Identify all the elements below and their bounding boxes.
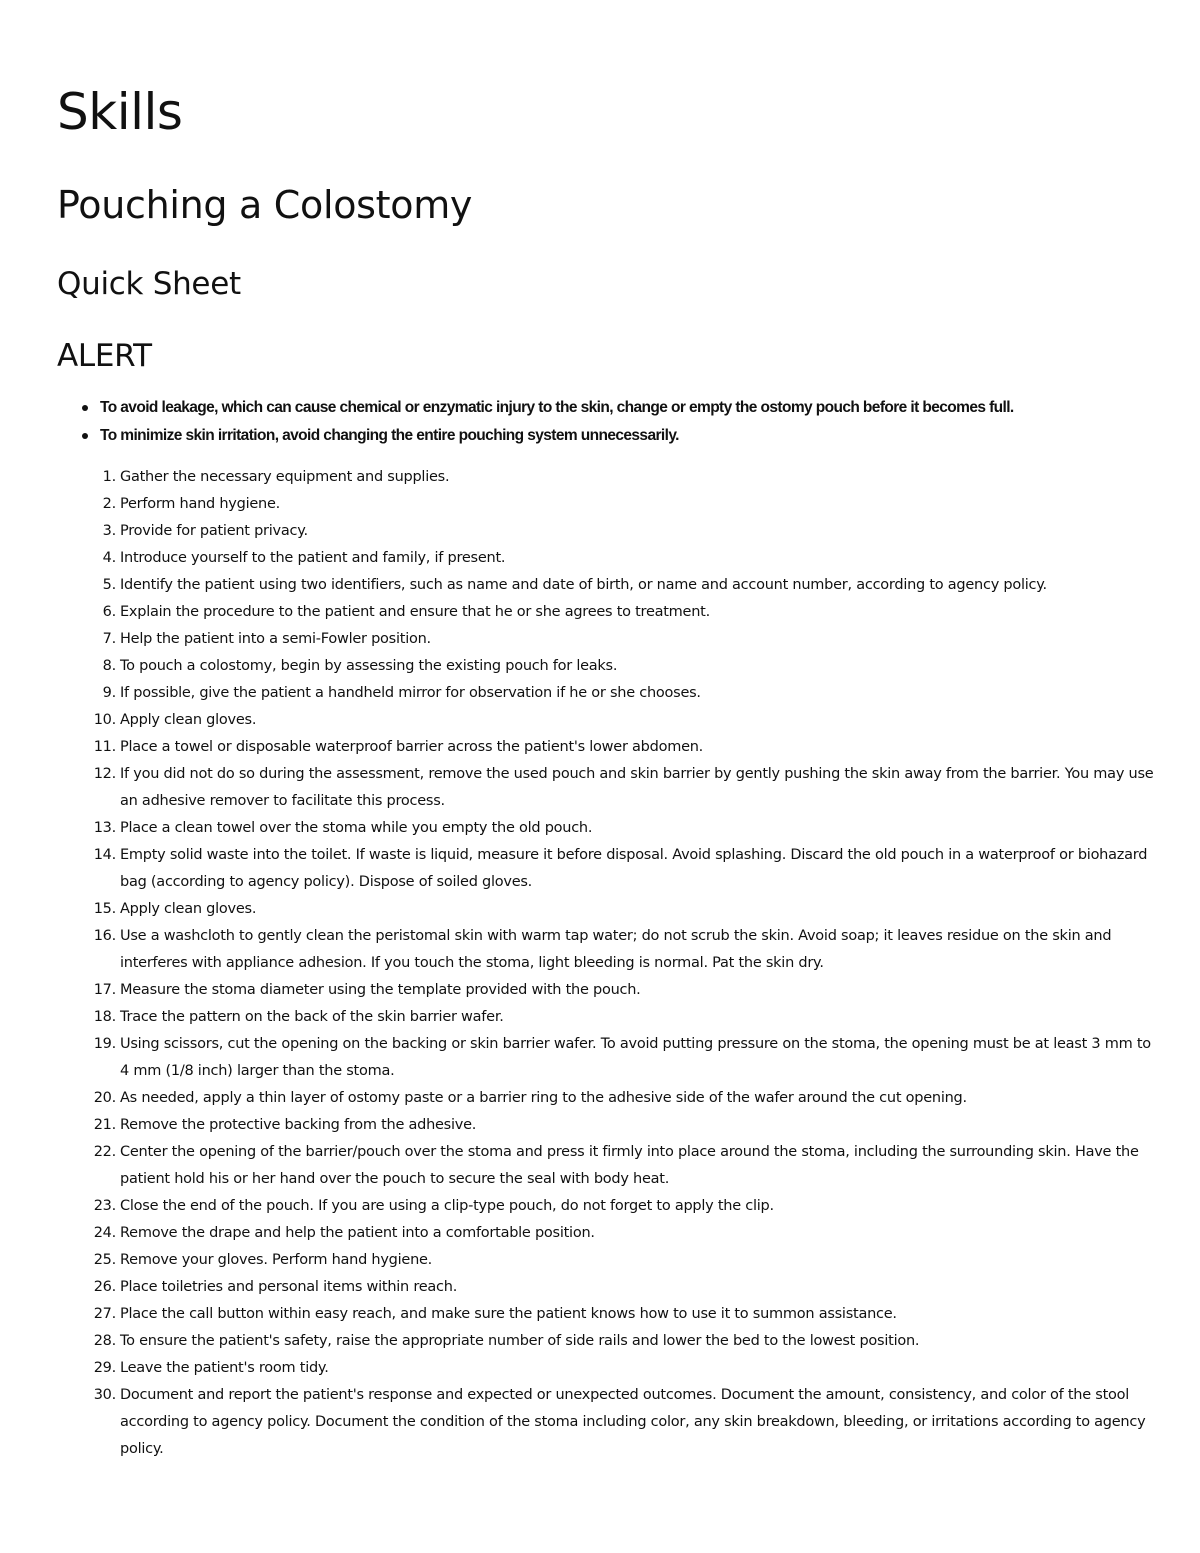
step-item [57, 842, 1157, 896]
step-text: Perform hand hygiene. [120, 496, 280, 512]
step-number: 11. [93, 739, 116, 755]
step-number: 26. [93, 1279, 116, 1295]
step-number: 24. [93, 1225, 116, 1241]
step-item [57, 653, 1157, 680]
step-number: 16. [93, 928, 116, 944]
alert-item: To avoid leakage, which can cause chemical or enzymatic injury to the skin, change or empty the ostomy pouch before it becomes full. [57, 394, 1167, 422]
step-item [57, 1301, 1157, 1328]
step-item [57, 1328, 1157, 1355]
step-text: Remove your gloves. Perform hand hygiene. [120, 1252, 433, 1268]
step-item [57, 1139, 1157, 1193]
step-number: 19. [93, 1036, 116, 1052]
step-item [57, 572, 1157, 599]
step-number: 15. [93, 901, 116, 917]
step-item [57, 734, 1157, 761]
step-number: 29. [93, 1360, 116, 1376]
step-item [57, 1355, 1157, 1382]
step-number: 20. [93, 1090, 116, 1106]
step-number: 13. [93, 820, 116, 836]
alert-item: To minimize skin irritation, avoid changing the entire pouching system unnecessarily. [57, 422, 1167, 450]
step-item [57, 707, 1157, 734]
procedure-steps [57, 464, 1157, 1463]
step-number: 18. [93, 1009, 116, 1025]
step-number: 12. [93, 766, 116, 782]
step-item [57, 1031, 1157, 1085]
step-text: Empty solid waste into the toilet. If waste is liquid, measure it before disposal. Avoid splashing. Discard the old pouch in a waterproof or biohazard bag (according to agency policy). Dispose of soiled gloves. [120, 847, 1148, 890]
step-number: 10. [93, 712, 116, 728]
step-text: Explain the procedure to the patient and ensure that he or she agrees to treatment. [120, 604, 710, 620]
step-text: Apply clean gloves. [120, 712, 257, 728]
step-item [57, 977, 1157, 1004]
subheading-quick-sheet: Quick Sheet [57, 266, 241, 302]
alert-heading: ALERT [57, 338, 152, 374]
step-item [57, 1112, 1157, 1139]
step-number: 5. [102, 577, 116, 593]
step-item [57, 518, 1157, 545]
step-number: 4. [102, 550, 116, 566]
step-item [57, 815, 1157, 842]
step-item [57, 545, 1157, 572]
step-text: To pouch a colostomy, begin by assessing the existing pouch for leaks. [120, 658, 618, 674]
section-heading-skills: Skills [57, 83, 183, 141]
step-text: Help the patient into a semi-Fowler position. [120, 631, 431, 647]
step-item [57, 491, 1157, 518]
step-text: If you did not do so during the assessment, remove the used pouch and skin barrier by gently pushing the skin away from the barrier. You may use an adhesive remover to facilitate this process. [120, 766, 1154, 809]
step-text: To ensure the patient's safety, raise the appropriate number of side rails and lower the bed to the lowest position. [120, 1333, 920, 1349]
step-text: Remove the drape and help the patient into a comfortable position. [120, 1225, 595, 1241]
alert-list [57, 394, 1167, 450]
step-item [57, 1274, 1157, 1301]
step-text: Provide for patient privacy. [120, 523, 308, 539]
step-text: Place a towel or disposable waterproof barrier across the patient's lower abdomen. [120, 739, 704, 755]
step-text: Apply clean gloves. [120, 901, 257, 917]
step-item [57, 680, 1157, 707]
step-number: 7. [102, 631, 116, 647]
step-text: Center the opening of the barrier/pouch over the stoma and press it firmly into place around the stoma, including the surrounding skin. Have the patient hold his or her hand over the pouch to secure the seal with body heat. [120, 1144, 1139, 1187]
step-item [57, 896, 1157, 923]
step-text: Identify the patient using two identifiers, such as name and date of birth, or name and account number, according to agency policy. [120, 577, 1047, 593]
step-number: 30. [93, 1387, 116, 1403]
step-item [57, 1220, 1157, 1247]
step-number: 6. [102, 604, 116, 620]
step-text: If possible, give the patient a handheld mirror for observation if he or she chooses. [120, 685, 701, 701]
step-number: 2. [102, 496, 116, 512]
step-text: Place the call button within easy reach, and make sure the patient knows how to use it to summon assistance. [120, 1306, 897, 1322]
step-item [57, 626, 1157, 653]
step-number: 9. [102, 685, 116, 701]
step-text: Measure the stoma diameter using the template provided with the pouch. [120, 982, 641, 998]
step-item [57, 1247, 1157, 1274]
step-number: 8. [102, 658, 116, 674]
step-item [57, 761, 1157, 815]
step-text: Place toiletries and personal items within reach. [120, 1279, 458, 1295]
step-text: Leave the patient's room tidy. [120, 1360, 329, 1376]
step-item [57, 923, 1157, 977]
step-text: Introduce yourself to the patient and family, if present. [120, 550, 506, 566]
step-text: Gather the necessary equipment and supplies. [120, 469, 450, 485]
step-number: 28. [93, 1333, 116, 1349]
step-text: Use a washcloth to gently clean the peristomal skin with warm tap water; do not scrub the skin. Avoid soap; it leaves residue on the skin and interferes with appliance adhesion. If you touch the stoma, light bleeding is normal. Pat the skin dry. [120, 928, 1112, 971]
step-item [57, 599, 1157, 626]
step-number: 1. [102, 469, 116, 485]
step-number: 22. [93, 1144, 116, 1160]
step-item [57, 1085, 1157, 1112]
step-text: Place a clean towel over the stoma while you empty the old pouch. [120, 820, 593, 836]
step-item [57, 464, 1157, 491]
step-item [57, 1193, 1157, 1220]
step-number: 27. [93, 1306, 116, 1322]
step-text: Document and report the patient's response and expected or unexpected outcomes. Document the amount, consistency, and color of the stool according to agency policy. Document the condition of the stoma including color, any skin breakdown, bleeding, or irritations according to agency policy. [120, 1387, 1146, 1457]
step-number: 21. [93, 1117, 116, 1133]
page-title: Pouching a Colostomy [57, 183, 473, 227]
step-text: Using scissors, cut the opening on the backing or skin barrier wafer. To avoid putting pressure on the stoma, the opening must be at least 3 mm to 4 mm (1/8 inch) larger than the stoma. [120, 1036, 1151, 1079]
step-number: 3. [102, 523, 116, 539]
step-text: Close the end of the pouch. If you are using a clip-type pouch, do not forget to apply the clip. [120, 1198, 774, 1214]
step-item [57, 1004, 1157, 1031]
step-number: 23. [93, 1198, 116, 1214]
step-item [57, 1382, 1157, 1463]
step-text: Remove the protective backing from the adhesive. [120, 1117, 477, 1133]
step-number: 14. [93, 847, 116, 863]
step-text: As needed, apply a thin layer of ostomy paste or a barrier ring to the adhesive side of the wafer around the cut opening. [120, 1090, 967, 1106]
step-number: 25. [93, 1252, 116, 1268]
step-number: 17. [93, 982, 116, 998]
step-text: Trace the pattern on the back of the skin barrier wafer. [120, 1009, 504, 1025]
